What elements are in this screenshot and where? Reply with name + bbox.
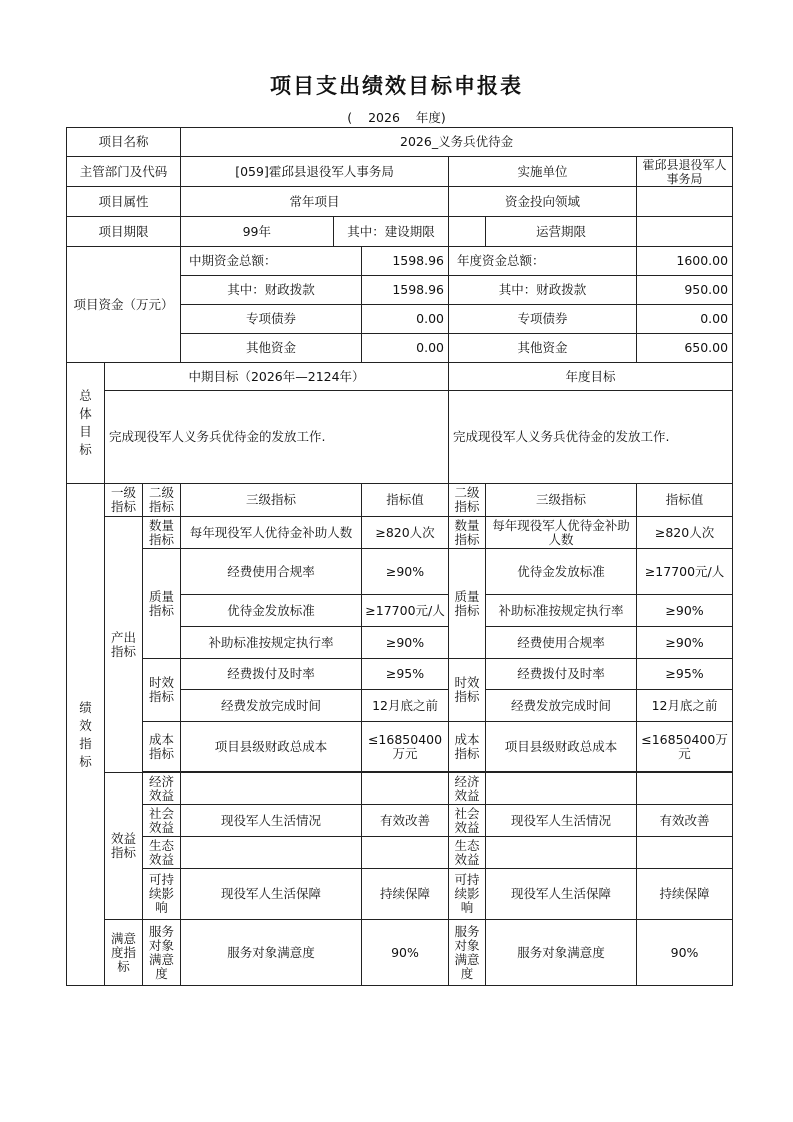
r-t1: 经费拨付及时率 xyxy=(486,659,637,690)
l-sat1v: 90% xyxy=(362,920,449,986)
build-label: 其中：建设期限 xyxy=(333,217,449,246)
l-t2v: 12月底之前 xyxy=(362,690,449,722)
h3-label-left: 三级指标 xyxy=(181,484,362,517)
r-su1v: 持续保障 xyxy=(637,869,733,920)
mid-bond-label: 专项债券 xyxy=(181,305,362,334)
r-ql2v: ≥90% xyxy=(637,595,733,627)
year-other-label: 其他资金 xyxy=(449,334,637,363)
project-name-label: 项目名称 xyxy=(67,128,181,157)
quantity-label-right: 数量指标 xyxy=(449,517,486,549)
satisfy-label: 满意度指标 xyxy=(105,920,143,986)
r-t1v: ≥95% xyxy=(637,659,733,690)
mid-bond-value: 0.00 xyxy=(362,305,449,334)
subtitle-year: 2026 xyxy=(368,110,400,125)
r-eco1v xyxy=(637,837,733,869)
hv-label-left: 指标值 xyxy=(362,484,449,517)
r-ql1v: ≥17700元/人 xyxy=(637,549,733,595)
r-eco1 xyxy=(486,837,637,869)
r-ql1: 优待金发放标准 xyxy=(486,549,637,595)
r-s1v: 有效改善 xyxy=(637,805,733,837)
r-su1: 现役军人生活保障 xyxy=(486,869,637,920)
subtitle-open: ( xyxy=(347,110,353,125)
sustain-label-right: 可持续影响 xyxy=(449,869,486,920)
r-ql2: 补助标准按规定执行率 xyxy=(486,595,637,627)
year-subtitle xyxy=(0,108,793,126)
l-t1v: ≥95% xyxy=(362,659,449,690)
h2-label-left: 二级指标 xyxy=(143,484,181,517)
service-label-right: 服务对象满意度 xyxy=(449,920,486,986)
l-ql3v: ≥90% xyxy=(362,627,449,659)
economic-label-right: 经济效益 xyxy=(449,773,486,805)
l-ql1: 经费使用合规率 xyxy=(181,549,362,595)
year-total-value: 1600.00 xyxy=(637,247,733,276)
year-fiscal-value: 950.00 xyxy=(637,276,733,305)
invest-label: 资金投向领域 xyxy=(449,187,637,217)
r-ql3v: ≥90% xyxy=(637,627,733,659)
l-e1v xyxy=(362,773,449,805)
year-goal-header: 年度目标 xyxy=(449,363,733,391)
social-label-right: 社会效益 xyxy=(449,805,486,837)
dept-value: [059]霍邱县退役军人事务局 xyxy=(181,157,449,187)
period-label: 项目期限 xyxy=(67,217,181,247)
l-s1: 现役军人生活情况 xyxy=(181,805,362,837)
benefit-label: 效益指标 xyxy=(105,773,143,920)
social-label-left: 社会效益 xyxy=(143,805,181,837)
l-c1: 项目县级财政总成本 xyxy=(181,722,362,772)
invest-value xyxy=(637,187,733,217)
cost-label-left: 成本指标 xyxy=(143,722,181,772)
r-ql3: 经费使用合规率 xyxy=(486,627,637,659)
l-q1v: ≥820人次 xyxy=(362,517,449,549)
timely-label-right: 时效指标 xyxy=(449,659,486,722)
year-goal-text: 完成现役军人义务兵优待金的发放工作. xyxy=(449,391,733,484)
year-total-label: 年度资金总额： xyxy=(449,247,637,276)
funds-label xyxy=(67,247,181,363)
performance-table xyxy=(66,127,733,986)
r-q1: 每年现役军人优待金补助人数 xyxy=(486,517,637,549)
overall-goal-label: 总体目标 xyxy=(67,363,105,484)
mid-total-label: 中期资金总额： xyxy=(181,247,362,276)
r-q1v: ≥820人次 xyxy=(637,517,733,549)
l-ql2v: ≥17700元/人 xyxy=(362,595,449,627)
l-s1v: 有效改善 xyxy=(362,805,449,837)
dept-label: 主管部门及代码 xyxy=(67,157,181,187)
sustain-label-left: 可持续影响 xyxy=(143,869,181,920)
oper-label: 运营期限 xyxy=(486,217,637,247)
l-t2: 经费发放完成时间 xyxy=(181,690,362,722)
year-bond-value: 0.00 xyxy=(637,305,733,334)
project-name-value: 2026_义务兵优待金 xyxy=(181,128,733,157)
funds-label-text: 项目资金（万元） xyxy=(73,296,174,312)
r-e1 xyxy=(486,773,637,805)
period-subtable xyxy=(181,217,449,246)
mid-fiscal-value: 1598.96 xyxy=(362,276,449,305)
build-value xyxy=(449,217,486,247)
mid-other-label: 其他资金 xyxy=(181,334,362,363)
r-c1v: ≤16850400万元 xyxy=(637,722,733,772)
l-q1: 每年现役军人优待金补助人数 xyxy=(181,517,362,549)
mid-total-value: 1598.96 xyxy=(362,247,449,276)
quantity-label-left: 数量指标 xyxy=(143,517,181,549)
l-c1v: ≤16850400万元 xyxy=(362,722,449,772)
mid-fiscal-label: 其中：财政拨款 xyxy=(181,276,362,305)
mid-other-value: 0.00 xyxy=(362,334,449,363)
quality-label-right: 质量指标 xyxy=(449,549,486,659)
h2-label-right: 二级指标 xyxy=(449,484,486,517)
perf-label: 绩效指标 xyxy=(67,484,105,986)
h3-label-right: 三级指标 xyxy=(486,484,637,517)
period-value: 99年 xyxy=(181,217,333,246)
attr-label: 项目属性 xyxy=(67,187,181,217)
l-su1v: 持续保障 xyxy=(362,869,449,920)
r-sat1: 服务对象满意度 xyxy=(486,920,637,986)
l-eco1 xyxy=(181,837,362,869)
eco-label-left: 生态效益 xyxy=(143,837,181,869)
hv-label-right: 指标值 xyxy=(637,484,733,517)
r-e1v xyxy=(637,773,733,805)
l-ql3: 补助标准按规定执行率 xyxy=(181,627,362,659)
impl-label: 实施单位 xyxy=(449,157,637,187)
l-e1 xyxy=(181,773,362,805)
l-ql2: 优待金发放标准 xyxy=(181,595,362,627)
r-t2: 经费发放完成时间 xyxy=(486,690,637,722)
l-sat1: 服务对象满意度 xyxy=(181,920,362,986)
h1-label: 一级指标 xyxy=(105,484,143,517)
quality-label-left: 质量指标 xyxy=(143,549,181,659)
service-label-left: 服务对象满意度 xyxy=(143,920,181,986)
subtitle-unit: 年度) xyxy=(415,110,446,125)
timely-label-left: 时效指标 xyxy=(143,659,181,722)
year-other-value: 650.00 xyxy=(637,334,733,363)
l-eco1v xyxy=(362,837,449,869)
l-t1: 经费拨付及时率 xyxy=(181,659,362,690)
economic-label-left: 经济效益 xyxy=(143,773,181,805)
year-bond-label: 专项债券 xyxy=(449,305,637,334)
mid-goal-text: 完成现役军人义务兵优待金的发放工作. xyxy=(105,391,449,484)
output-label: 产出指标 xyxy=(105,517,143,773)
r-sat1v: 90% xyxy=(637,920,733,986)
mid-goal-header: 中期目标（2026年—2124年） xyxy=(105,363,449,391)
r-c1: 项目县级财政总成本 xyxy=(486,722,637,772)
attr-value: 常年项目 xyxy=(181,187,449,217)
impl-value: 霍邱县退役军人事务局 xyxy=(637,157,733,187)
year-fiscal-label: 其中：财政拨款 xyxy=(449,276,637,305)
r-t2v: 12月底之前 xyxy=(637,690,733,722)
eco-label-right: 生态效益 xyxy=(449,837,486,869)
oper-value xyxy=(637,217,733,247)
l-su1: 现役军人生活保障 xyxy=(181,869,362,920)
cost-label-right: 成本指标 xyxy=(449,722,486,772)
r-s1: 现役军人生活情况 xyxy=(486,805,637,837)
l-ql1v: ≥90% xyxy=(362,549,449,595)
page-title: 项目支出绩效目标申报表 xyxy=(270,73,523,98)
